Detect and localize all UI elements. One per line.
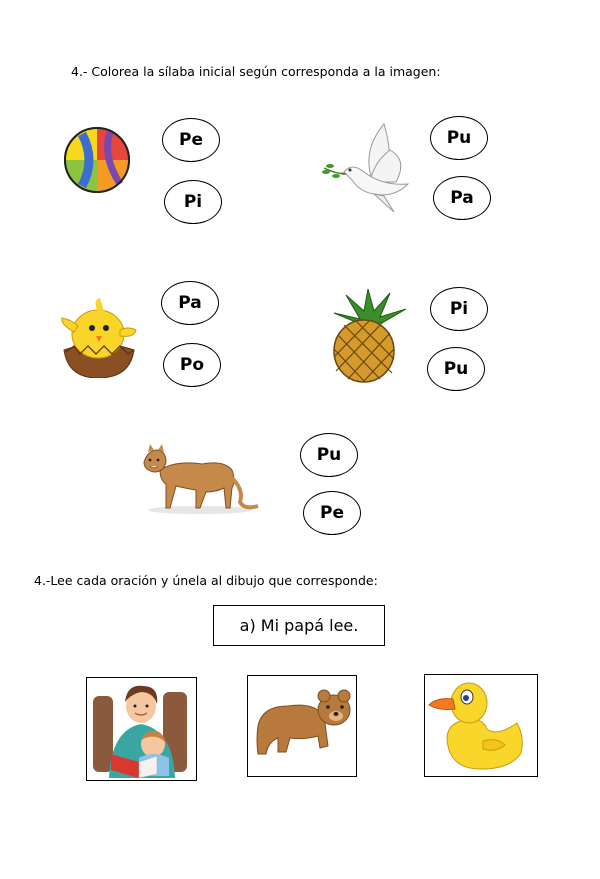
syllable-option[interactable]: Pa: [161, 281, 219, 325]
syllable-option[interactable]: Pi: [164, 180, 222, 224]
syllable-option[interactable]: Pe: [162, 118, 220, 162]
syllable-option[interactable]: Pu: [430, 116, 488, 160]
dad-reading-icon: [87, 678, 196, 780]
syllable-option[interactable]: Pu: [300, 433, 358, 477]
pineapple-icon: [328, 287, 410, 383]
bear-icon: [248, 676, 356, 776]
picture-frame[interactable]: [424, 674, 538, 777]
syllable-option[interactable]: Pa: [433, 176, 491, 220]
picture-frame[interactable]: [247, 675, 357, 777]
syllable-option[interactable]: Pi: [430, 287, 488, 331]
ball-icon: [62, 126, 132, 194]
chick-icon: [58, 294, 140, 378]
exercise2-instruction: 4.-Lee cada oración y únela al dibujo que corresponde:: [34, 573, 378, 588]
syllable-option[interactable]: Pe: [303, 491, 361, 535]
dove-icon: [322, 120, 414, 212]
sentence-box: a) Mi papá lee.: [213, 605, 385, 646]
duck-icon: [425, 675, 537, 776]
syllable-option[interactable]: Pu: [427, 347, 485, 391]
puma-icon: [140, 440, 262, 516]
exercise1-instruction: 4.- Colorea la sílaba inicial según corresponda a la imagen:: [71, 64, 441, 79]
syllable-option[interactable]: Po: [163, 343, 221, 387]
picture-frame[interactable]: [86, 677, 197, 781]
